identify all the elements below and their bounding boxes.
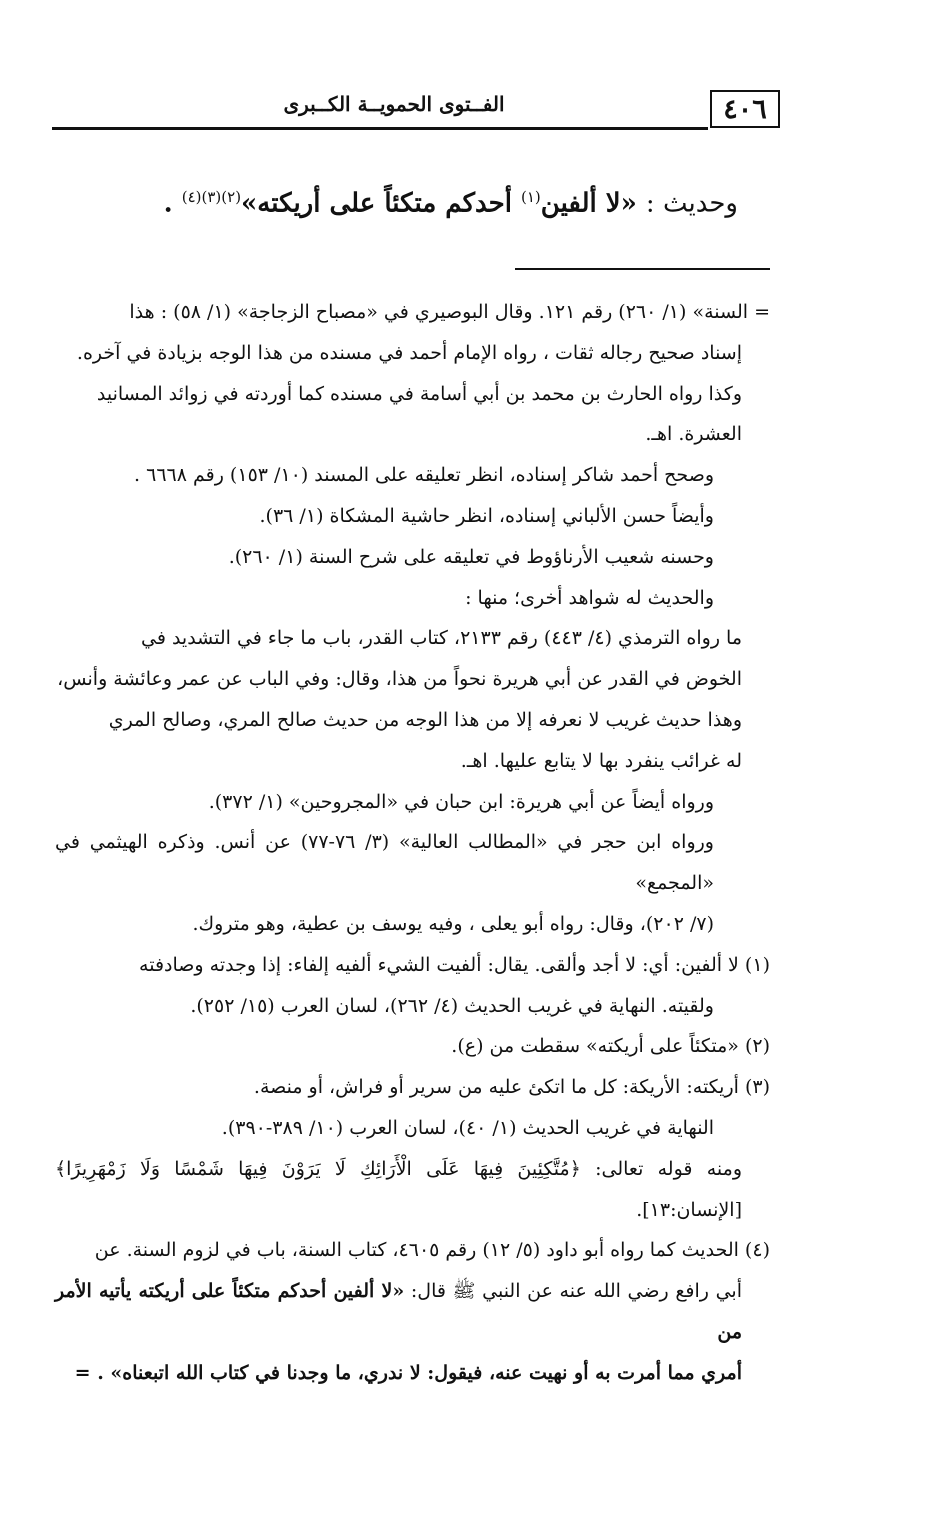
footnote-refs-2-3-4: (٢)(٣)(٤) <box>181 188 242 206</box>
hadith-intro: وحديث : <box>645 188 738 219</box>
hadith-text-part2: أحدكم متكئاً على أريكته» <box>241 188 512 219</box>
hadith-end: . <box>163 188 173 219</box>
main-hadith <box>138 188 738 219</box>
page-header <box>52 86 780 132</box>
footnote-line: والحديث له شواهد أخرى؛ منها : <box>465 586 714 609</box>
footnote-line: أمري مما أمرت به أو نهيت عنه، فيقول: لا ندري، ما وجدنا في كتاب الله اتبعناه» . = <box>74 1361 742 1384</box>
narrator-text: أبي رافع رضي الله عنه عن النبي ﷺ قال: <box>410 1280 742 1303</box>
footnote-line: العشرة. اهـ. <box>645 423 742 446</box>
footnote-separator <box>515 268 770 270</box>
footnote-line: وصحح أحمد شاكر إسناده، انظر تعليقه على المسند (١٠/ ١٥٣) رقم ٦٦٦٨ . <box>134 464 714 487</box>
footnote-line <box>55 1271 770 1353</box>
footnote-line: النهاية في غريب الحديث (١/ ٤٠)، لسان العرب (١٠/ ٣٨٩-٣٩٠). <box>221 1116 714 1139</box>
quran-verse-line: ومنه قوله تعالى: ﴿مُتَّكِئِينَ فِيهَا عَلَى الْأَرَائِكِ لَا يَرَوْنَ فِيهَا شَمْسًا وَلَا زَمْهَرِيرًا﴾ [الإنسان:١٣]. <box>55 1157 742 1221</box>
footnote-line: إسناد صحيح رجاله ثقات ، رواه الإمام أحمد في مسنده من هذا الوجه بزيادة في آخره. <box>76 341 742 364</box>
header-rule <box>52 127 708 130</box>
footnote-line: له غرائب ينفرد بها لا يتابع عليها. اهـ. <box>460 749 742 772</box>
footnote-2: (٢) «متكئاً على أريكته» سقطت من (ع). <box>451 1035 770 1058</box>
footnote-line: وكذا رواه الحارث بن محمد بن أبي أسامة في مسنده كما أوردته في زوائد المسانيد <box>96 382 742 405</box>
footnote-1: (١) لا ألفين: أي: لا أجد وألقى. يقال: ألفيت الشيء ألفيه إلفاء: إذا وجدته وصادفته <box>139 953 770 976</box>
footnote-line: الخوض في القدر عن أبي هريرة نحواً من هذا، وقال: وفي الباب عن عمر وعائشة وأنس، <box>57 668 742 691</box>
running-title: الفــتوى الحمويــة الكــبرى <box>283 92 505 116</box>
footnote-3: (٣) أريكته: الأريكة: كل ما اتكئ عليه من سرير أو فراش، أو منصة. <box>253 1076 770 1099</box>
page-number: ٤٠٦ <box>710 90 780 128</box>
footnotes-section <box>55 292 770 1394</box>
hadith-quote-text: «لا ألفين أحدكم متكئاً على أريكته يأتيه الأمر من <box>55 1280 742 1343</box>
footnote-line: ورواه ابن حجر في «المطالب العالية» (٣/ ٧٦-٧٧) عن أنس. وذكره الهيثمي في «المجمع» <box>55 831 714 895</box>
footnote-line: ما رواه الترمذي (٤/ ٤٤٣) رقم ٢١٣٣، كتاب القدر، باب ما جاء في التشديد في <box>140 627 742 650</box>
footnote-line: ورواه أيضاً عن أبي هريرة: ابن حبان في «المجروحين» (١/ ٣٧٢). <box>208 790 714 813</box>
footnote-line: وأيضاً حسن الألباني إسناده، انظر حاشية المشكاة (١/ ٣٦). <box>259 504 714 527</box>
footnote-4: (٤) الحديث كما رواه أبو داود (٥/ ١٢) رقم ٤٦٠٥، كتاب السنة، باب في لزوم السنة. عن <box>94 1239 770 1262</box>
footnote-line: وهذا حديث غريب لا نعرفه إلا من هذا الوجه من حديث صالح المري، وصالح المري <box>108 708 742 731</box>
footnote-ref-1: (١) <box>521 188 541 206</box>
footnote-line: = السنة» (١/ ٢٦٠) رقم ١٢١. وقال البوصيري في «مصباح الزجاجة» (١/ ٥٨) : هذا <box>129 301 770 323</box>
hadith-text-part1: «لا ألفين <box>540 188 637 219</box>
footnote-line: ولقيته. النهاية في غريب الحديث (٤/ ٢٦٢)، لسان العرب (١٥/ ٢٥٢). <box>190 994 714 1017</box>
footnote-line: (٧/ ٢٠٢)، وقال: رواه أبو يعلى ، وفيه يوسف بن عطية، وهو متروك. <box>192 912 714 935</box>
footnote-line: وحسنه شعيب الأرناؤوط في تعليقه على شرح السنة (١/ ٢٦٠). <box>228 545 714 568</box>
